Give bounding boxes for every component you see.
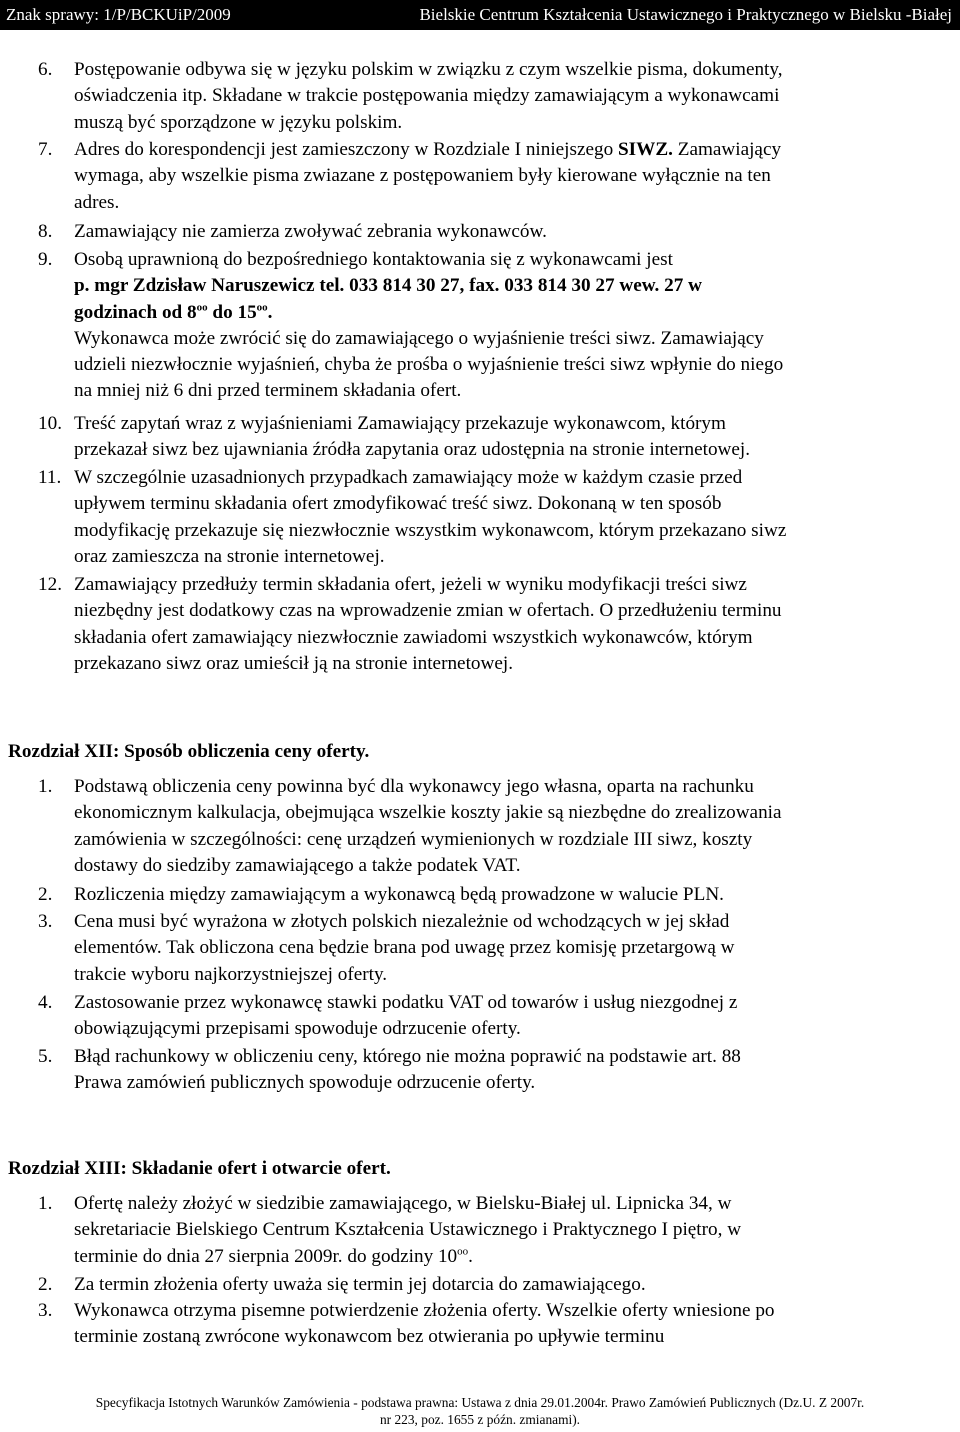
- item-text-line: W szczególnie uzasadnionych przypadkach zamawiający może w każdym czasie przed: [74, 467, 743, 488]
- hours-superscript: oo: [196, 301, 208, 314]
- item-number: 6.: [38, 59, 53, 80]
- item-text-line: udzieli niezwłocznie wyjaśnień, chyba że prośba o wyjaśnienie treści siwz wpłynie do niego: [74, 354, 784, 376]
- footer-legal-basis: Specyfikacja Istotnych Warunków Zamówienia - podstawa prawna: Ustawa z dnia 29.01.2004r. Prawo Zamówień Publicznych (Dz.U. Z 2007r.: [95, 1395, 865, 1410]
- item-text-line: Prawa zamówień publicznych spowoduje odrzucenie oferty.: [74, 1072, 536, 1094]
- deadline-superscript: oo: [457, 1245, 469, 1258]
- item-text-line: adres.: [74, 191, 120, 213]
- item-number: 8.: [38, 221, 53, 242]
- hours-text: .: [267, 301, 273, 323]
- item-text-line: Rozliczenia między zamawiającym a wykonawcą będą prowadzone w walucie PLN.: [74, 884, 724, 905]
- item-text-line: Wykonawca otrzyma pisemne potwierdzenie złożenia oferty. Wszelkie oferty wniesione po: [74, 1300, 775, 1321]
- item-text-line: ekonomicznym kalkulacja, obejmująca wszelkie koszty jakie są niezbędne do zrealizowania: [74, 802, 782, 824]
- item-text-line: Treść zapytań wraz z wyjaśnieniami Zamawiający przekazuje wykonawcom, którym: [74, 413, 726, 434]
- item-text-line: zamówienia w szczególności: cenę urządzeń wymienionych w rozdziale III siwz, koszty: [74, 828, 753, 850]
- item-text-line: Za termin złożenia oferty uważa się termin jej dotarcia do zamawiającego.: [74, 1274, 646, 1295]
- item-text-line: na mniej niż 6 dni przed terminem składania ofert.: [74, 380, 462, 402]
- item-text-segment: Adres do korespondencji jest zamieszczony w Rozdziale I niniejszego: [74, 139, 618, 160]
- item-number: 1.: [38, 776, 53, 797]
- item-text-line: Postępowanie odbywa się w języku polskim w związku z czym wszelkie pisma, dokumenty,: [74, 59, 783, 80]
- contact-person-line: p. mgr Zdzisław Naruszewicz tel. 033 814 30 27, fax. 033 814 30 27 wew. 27 w: [74, 275, 702, 297]
- item-number: 7.: [38, 139, 53, 160]
- siwz-abbreviation: SIWZ.: [618, 139, 673, 160]
- item-number: 9.: [38, 249, 53, 270]
- item-number: 1.: [38, 1193, 53, 1214]
- item-text-line: Zastosowanie przez wykonawcę stawki podatku VAT od towarów i usług niezgodnej z: [74, 992, 738, 1013]
- item-text-line: Cena musi być wyrażona w złotych polskich niezależnie od wchodzących w jej skład: [74, 911, 730, 932]
- item-text-line: sekretariacie Bielskiego Centrum Kształcenia Ustawicznego i Praktycznego I piętro, w: [74, 1219, 742, 1241]
- section-heading-xiii: Rozdział XIII: Składanie ofert i otwarcie ofert.: [8, 1158, 391, 1179]
- item-text-line: terminie zostaną zwrócone wykonawcom bez otwierania po upływie terminu: [74, 1326, 665, 1348]
- item-number: 3.: [38, 1300, 53, 1321]
- deadline-line: [74, 1244, 954, 1270]
- deadline-text: .: [468, 1245, 473, 1267]
- item-text-segment: Zamawiający: [672, 139, 782, 160]
- item-text-line: muszą być sporządzone w języku polskim.: [74, 111, 403, 133]
- item-text-line: Błąd rachunkowy w obliczeniu ceny, którego nie można poprawić na podstawie art. 88: [74, 1046, 741, 1067]
- case-number: Znak sprawy: 1/P/BCKUiP/2009: [6, 5, 231, 24]
- item-text-line: składania ofert zamawiający niezwłocznie zawiadomi wszystkich wykonawców, którym: [74, 626, 753, 648]
- item-text-line: Osobą uprawnioną do bezpośredniego kontaktowania się z wykonawcami jest: [74, 249, 673, 270]
- item-text-line: trakcie wyboru najkorzystniejszej oferty.: [74, 963, 388, 985]
- item-text-line: przekazano siwz oraz umieścił ją na stronie internetowej.: [74, 652, 513, 674]
- item-text-line: dostawy do siedziby zamawiającego a także podatek VAT.: [74, 854, 521, 876]
- item-number: 11.: [38, 467, 62, 488]
- deadline-text: terminie do dnia 27 sierpnia 2009r. do godziny 10: [74, 1245, 458, 1267]
- item-number: 2.: [38, 884, 53, 905]
- hours-text: do 15: [207, 301, 257, 323]
- item-text-line: Zamawiający przedłuży termin składania ofert, jeżeli w wyniku modyfikacji treści siwz: [74, 574, 747, 595]
- item-text-line: obowiązującymi przepisami spowoduje odrzucenie oferty.: [74, 1018, 521, 1040]
- item-text-line: przekazał siwz bez ujawniania źródła zapytania oraz udostępnia na stronie internetowej.: [74, 439, 751, 461]
- item-text-line: elementów. Tak obliczona cena będzie brana pod uwagę przez komisję przetargową w: [74, 937, 735, 959]
- section-heading-xii: Rozdział XII: Sposób obliczenia ceny oferty.: [8, 741, 370, 762]
- item-text-line: Zamawiający nie zamierza zwoływać zebrania wykonawców.: [74, 221, 547, 242]
- hours-text: godzinach od 8: [74, 301, 197, 323]
- hours-superscript: oo: [256, 301, 268, 314]
- item-number: 10.: [38, 413, 62, 434]
- contact-hours-line: [74, 300, 954, 326]
- footer-legal-basis-cont: nr 223, poz. 1655 z późn. zmianami).: [379, 1412, 581, 1427]
- item-number: 2.: [38, 1274, 53, 1295]
- item-text-line: niezbędny jest dodatkowy czas na wprowadzenie zmian w ofertach. O przedłużeniu terminu: [74, 600, 782, 622]
- item-text-line: modyfikację przekazuje się niezwłocznie wszystkim wykonawcom, którym przekazano siwz: [74, 519, 787, 541]
- item-text-line: wymaga, aby wszelkie pisma zwiazane z postępowaniem były kierowane wyłącznie na ten: [74, 165, 771, 187]
- document-header: [0, 0, 960, 30]
- item-text-line: Ofertę należy złożyć w siedzibie zamawiającego, w Bielsku-Białej ul. Lipnicka 34, w: [74, 1193, 732, 1214]
- item-number: 5.: [38, 1046, 53, 1067]
- item-text-line: [74, 137, 954, 163]
- item-text-line: upływem terminu składania ofert zmodyfikować treść siwz. Dokonaną w ten sposób: [74, 493, 722, 515]
- item-text-line: Wykonawca może zwrócić się do zamawiającego o wyjaśnienie treści siwz. Zamawiający: [74, 327, 764, 349]
- document-footer: [0, 1394, 960, 1428]
- item-number: 4.: [38, 992, 53, 1013]
- item-text-line: Podstawą obliczenia ceny powinna być dla wykonawcy jego własna, oparta na rachunku: [74, 776, 754, 797]
- item-text-line: oraz zamieszcza na stronie internetowej.: [74, 545, 385, 567]
- institution-name: Bielskie Centrum Kształcenia Ustawicznego i Praktycznego w Bielsku -Białej: [419, 5, 952, 24]
- item-number: 3.: [38, 911, 53, 932]
- item-number: 12.: [38, 574, 62, 595]
- item-text-line: oświadczenia itp. Składane w trakcie postępowania między zamawiającym a wykonawcami: [74, 85, 780, 107]
